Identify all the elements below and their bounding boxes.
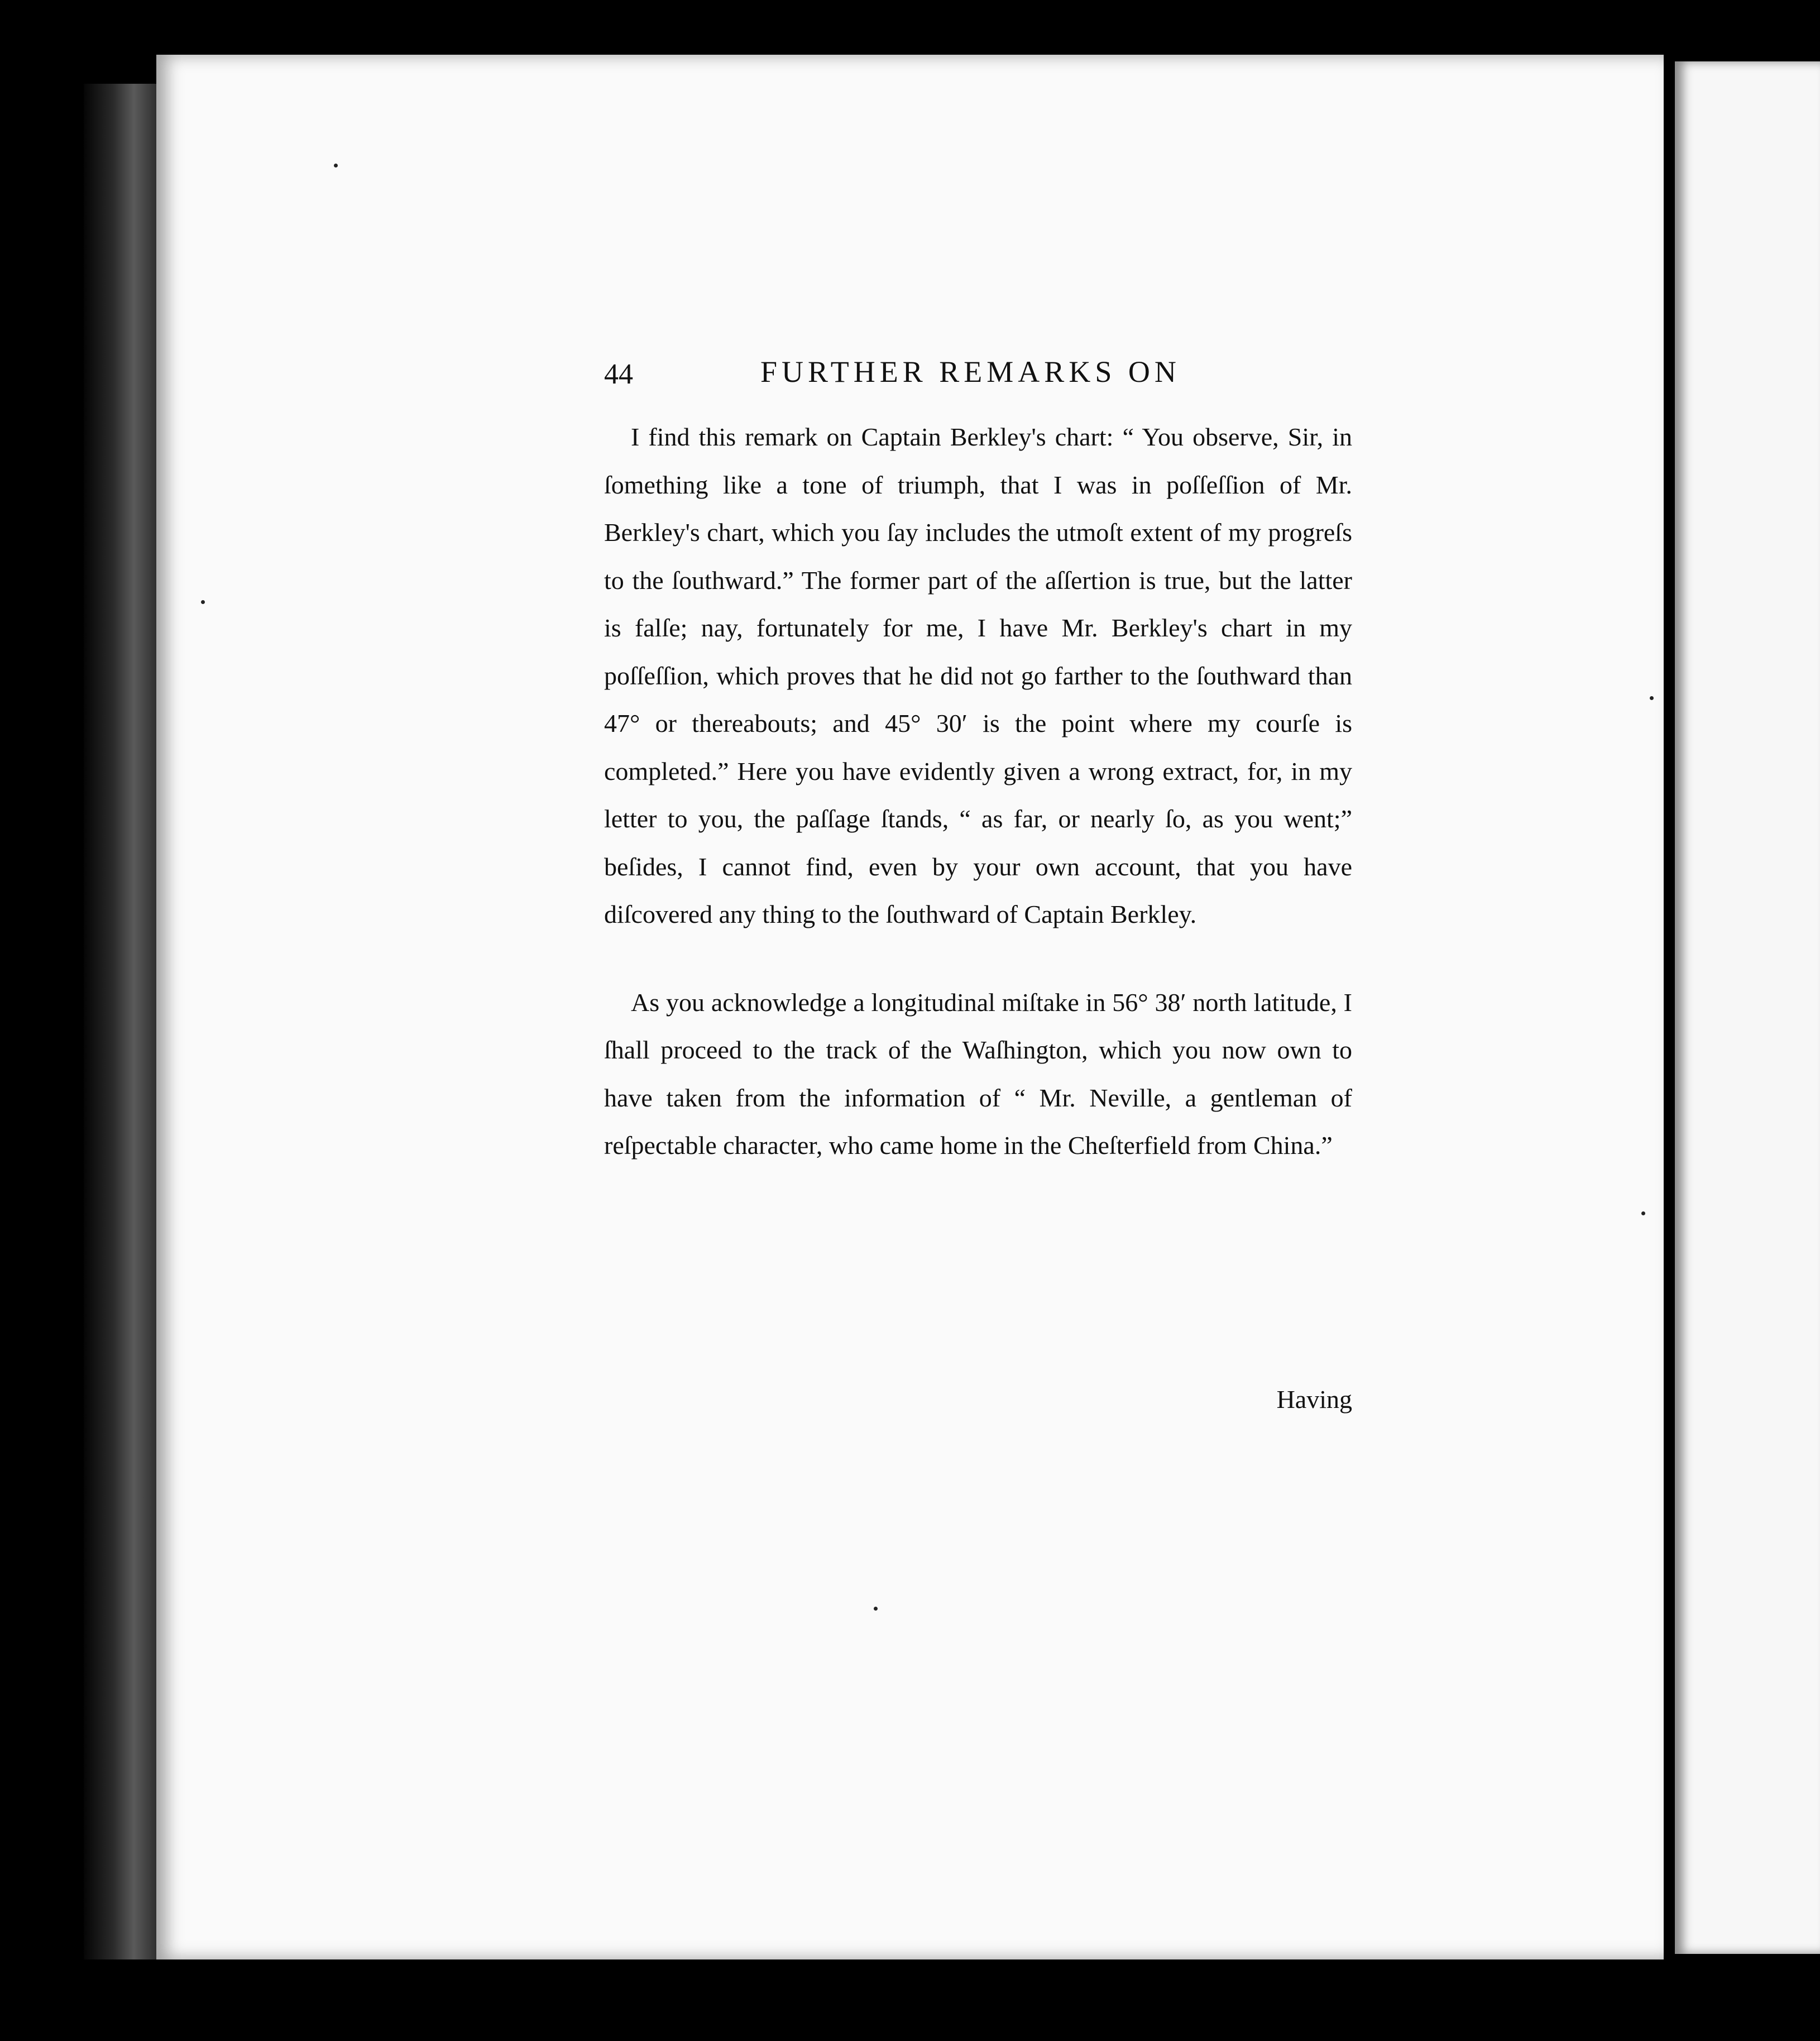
paragraph-2: As you acknowledge a longitudinal miſtake in 56° 38′ north latitude, I ſhall proceed to the track of the Waſhington, which you now own to have taken from the information of “ Mr. Neville, a gentleman of reſpectable character, who came home in the Cheſterfield from China.” xyxy=(604,988,1352,1160)
page-gutter xyxy=(1664,50,1676,1971)
body-text xyxy=(604,413,1352,1170)
ink-speck xyxy=(334,164,338,167)
page-number: 44 xyxy=(604,358,633,390)
catchword: Having xyxy=(1276,1385,1352,1414)
page-header xyxy=(604,349,1352,410)
ink-speck xyxy=(201,600,205,604)
facing-page-edge xyxy=(1675,61,1820,1954)
ink-speck xyxy=(1641,1211,1645,1215)
ink-speck xyxy=(874,1607,878,1611)
paragraph-1: I find this remark on Captain Berkley's chart: “ You observe, Sir, in ſomething like a tone of triumph, that I was in poſſeſſion of Mr. Berkley's chart, which you ſay includes the utmoſt extent of my progreſs to the ſouthward.” The former part of the aſſertion is true, but the latter is falſe; nay, fortunately for me, I have Mr. Berkley's chart in my poſſeſſion, which proves that he did not go farther to the ſouthward than 47° or thereabouts; and 45° 30′ is the point where my courſe is completed.” Here you have evidently given a wrong extract, for, in my letter to you, the paſſage ſtands, “ as far, or nearly ſo, as you went;” beſides, I cannot find, even by your own account, that you have diſcovered any thing to the ſouthward of Captain Berkley. xyxy=(604,423,1352,928)
ink-speck xyxy=(1650,696,1654,700)
running-title: FURTHER REMARKS ON xyxy=(760,355,1181,389)
book-binding-edge xyxy=(84,84,167,1959)
